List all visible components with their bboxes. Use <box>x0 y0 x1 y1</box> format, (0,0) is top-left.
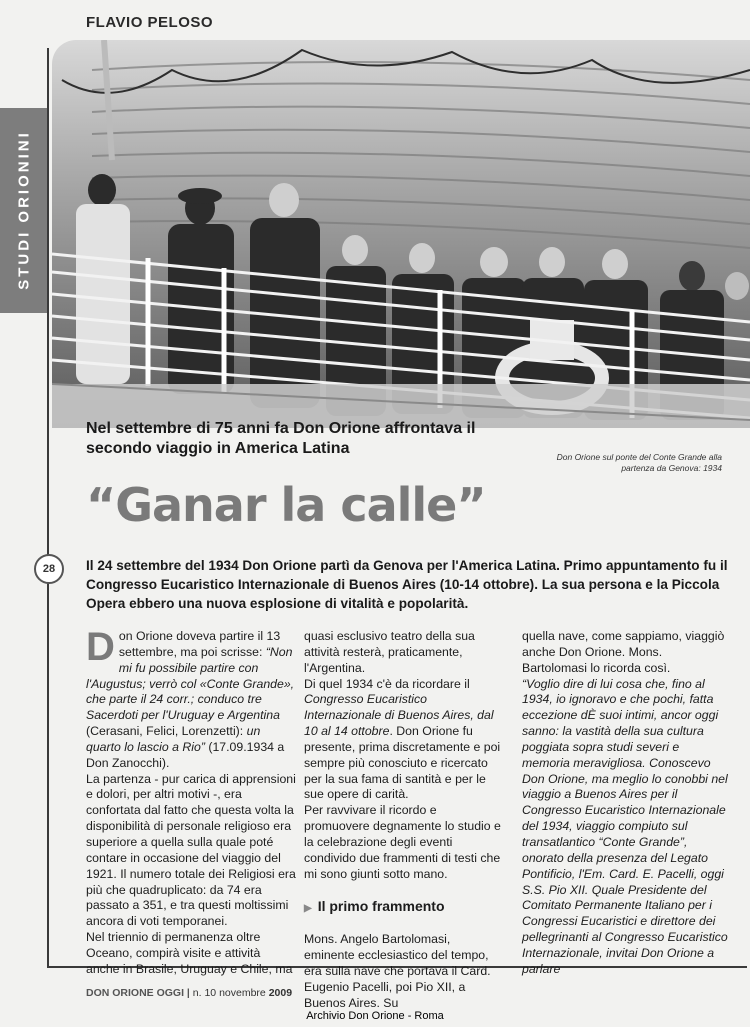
column-paragraph: Mons. Angelo Bartolomasi, eminente ecclesiastico del tempo, era sulla nave che portava il Card. Eugenio Pacelli, poi Pio XII, a Buenos Aires. Su <box>304 932 491 1010</box>
article-headline: Nel settembre di 75 anni fa Don Orione affrontava il secondo viaggio in America Latina <box>86 420 476 457</box>
drop-cap: D <box>86 625 115 669</box>
text-column-1 <box>86 625 296 978</box>
page-frame-line <box>47 48 49 968</box>
column-paragraph: Nel triennio di permanenza oltre Oceano, compirà visite e attività anche in Brasile, Uruguay e Chile, ma <box>86 930 293 976</box>
text-run: (17.09.1934 a Don Zanocchi). <box>86 739 285 770</box>
column-paragraph <box>86 625 296 772</box>
text-run: . Don Orione fu presente, prima discretamente e poi sempre più conosciuto e ricercato per la sua fama di santità e per le sue opere di carità. <box>304 724 501 802</box>
text-run: Di quel 1934 c'è da ricordare il <box>304 676 470 691</box>
quote-run: un quarto lo lascio a Rio” <box>86 724 261 754</box>
quote-run: “Non mi fu possibile partire con l'Augustus; verrò col «Conte Grande», che parte il 24 corr.; conduco tre Sacerdoti per l'Uruguay e Argentina <box>86 644 295 723</box>
italic-run: Congresso Eucaristico Internazionale di Buenos Aires, dal 10 al 14 ottobre <box>304 692 494 739</box>
footer-magazine: DON ORIONE OGGI | n. 10 novembre 2009 <box>86 987 293 999</box>
article-intro: Il 24 settembre del 1934 Don Orione partì da Genova per l'America Latina. Primo appuntamento fu il Congresso Eucaristico Internazionale di Buenos Aires (10-14 ottobre). La sua persona e la Piccola Opera ebbero una nuova esplosione di vitalità e popolarità. <box>86 558 728 611</box>
column-paragraph: quella nave, come sappiamo, viaggiò anche Don Orione. Mons. Bartolomasi lo ricorda così. <box>522 629 725 675</box>
subhead-text: Il primo frammento <box>317 897 445 914</box>
magazine-name: DON ORIONE OGGI <box>86 987 185 999</box>
author-name: FLAVIO PELOSO <box>86 14 214 31</box>
text-run: (Cerasani, Felici, Lorenzetti): <box>86 724 247 739</box>
column-paragraph: Per ravvivare il ricordo e promuovere degnamente lo studio e la celebrazione degli eventi condivido due frammenti di testi che mi sono giunti sotto mano. <box>304 803 501 881</box>
triangle-icon: ▶ <box>304 902 312 914</box>
column-paragraph: “Voglio dire di lui cosa che, fino al 1934, io ignoravo e che pochi, fatta eccezione dÈ suoi intimi, ancor oggi sanno: la vastità della sua cultura poggiata sopra studi severi e memoria meravigliosa. Conoscevo Don Orione, ma meglio lo conobbi nel viaggio a Buenos Aires per il Congresso Eucaristico Internazionale del 1934, viaggio compiuto sul transatlantico “Conte Grande”, onorato della presenza del Legato Pontificio, l'Em. Card. E. Pacelli, oggi S.S. Pio XII. Quale Presidente del Comitato Permanente Italiano per i Congressi Eucaristici e direttore dei pellegrinanti al Congresso Eucaristico Internazionale, invitai Don Orione a parlare <box>522 676 728 976</box>
section-label: STUDI ORIONINI <box>15 130 33 290</box>
column-paragraph: La partenza - pur carica di apprensioni e dolori, per altri motivi -, era confortata dal fatto che questa volta la disponibilità di personale religioso era superiore a quella sulla quale poté contare in occasione del viaggio del 1921. Il numero totale dei Religiosi era più che quadruplicato: da 74 era passato a 351, e tra questi moltissimi ancora di voti temporanei. <box>86 771 296 929</box>
column-paragraph <box>304 677 504 804</box>
column-paragraph: quasi esclusivo teatro della sua attività resterà, praticamente, l'Argentina. <box>304 629 475 675</box>
section-subhead <box>304 899 504 917</box>
text-run: on Orione doveva partire il 13 settembre, ma poi scrisse: <box>118 629 281 659</box>
text-column-3 <box>522 629 729 978</box>
article-title: “Ganar la calle” <box>86 478 486 532</box>
archive-credit: Archivio Don Orione - Roma <box>306 1010 444 1022</box>
issue-label: n. 10 novembre <box>192 987 266 999</box>
ship-deck-photo <box>52 40 750 428</box>
text-column-2 <box>304 629 504 1012</box>
photo-caption: Don Orione sul ponte del Conte Grande alla partenza da Genova: 1934 <box>556 452 722 473</box>
page-number: 28 <box>34 554 64 584</box>
issue-year: 2009 <box>268 987 293 999</box>
photo-illustration <box>52 40 750 428</box>
